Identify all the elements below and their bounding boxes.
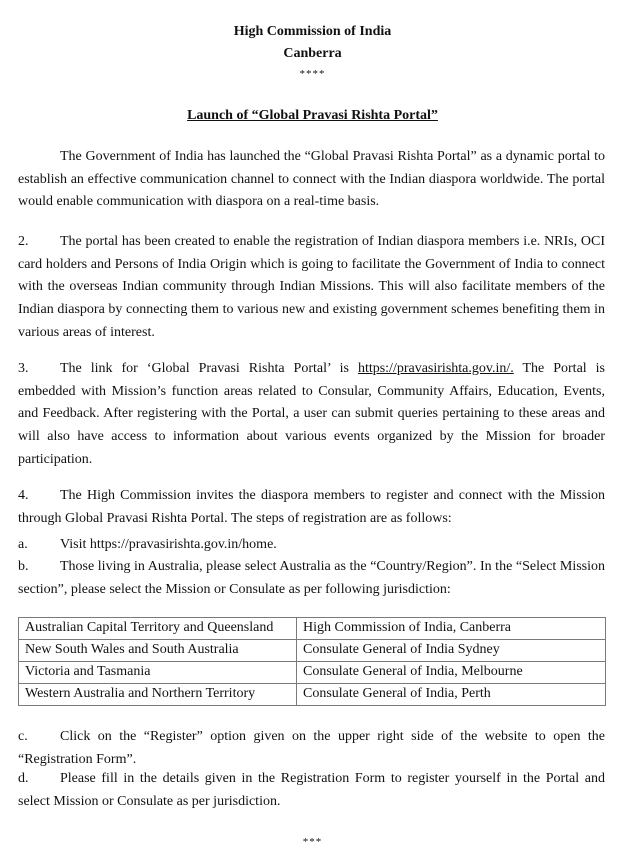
- mission-cell: High Commission of India, Canberra: [297, 618, 606, 640]
- region-cell: Western Australia and Northern Territory: [19, 684, 297, 706]
- step-c: [18, 726, 605, 771]
- title-wrap: [0, 106, 625, 124]
- step-text: Please fill in the details given in the Registration Form to register yourself in the Portal and select Mission or Consulate as per jurisdiction.: [18, 771, 605, 809]
- table-row: [19, 684, 606, 706]
- table-row: [19, 640, 606, 662]
- paragraph-number: 3.: [18, 361, 29, 376]
- step-text: Click on the “Register” option given on the upper right side of the website to open the “Registration Form”.: [18, 729, 605, 767]
- mission-cell: Consulate General of India, Perth: [297, 684, 606, 706]
- paragraph-text: The portal has been created to enable the registration of Indian diaspora members i.e. NRIs, OCI card holders and Persons of India Origin which is going to facilitate the Government of India to connect with the overseas Indian community through Indian Missions. This will also facilitate members of the Indian diaspora by connecting them to various new and existing government schemes benefiting them in various areas of interest.: [18, 234, 605, 340]
- paragraph-4: [18, 485, 605, 530]
- paragraph-number: 4.: [18, 488, 29, 503]
- paragraph-3: [18, 358, 605, 472]
- paragraph-2: [18, 231, 605, 345]
- portal-link[interactable]: https://pravasirishta.gov.in/.: [357, 361, 514, 376]
- table-row: [19, 662, 606, 684]
- paragraph-text: The High Commission invites the diaspora members to register and connect with the Mission through Global Pravasi Rishta Portal. The steps of registration are as follows:: [18, 488, 605, 526]
- jurisdiction-table: [18, 617, 606, 706]
- step-label: d.: [18, 771, 29, 786]
- region-cell: Victoria and Tasmania: [19, 662, 297, 684]
- footer-separator: ***: [302, 836, 323, 848]
- step-text: Visit https://pravasirishta.gov.in/home.: [60, 537, 277, 552]
- paragraph-text: The Portal is embedded with Mission’s function areas related to Consular, Community Affairs, Education, Events, and Feedback. After registering with the Portal, a user can submit queries pertaining to these areas and will also have access to information about various events organized by the Mission for broader participation.: [18, 361, 606, 467]
- mission-cell: Consulate General of India, Melbourne: [297, 662, 606, 684]
- step-a: [18, 534, 605, 557]
- step-d: [18, 768, 605, 813]
- paragraph-text: The link for ‘Global Pravasi Rishta Portal’ is: [60, 361, 358, 376]
- paragraph-1: The Government of India has launched the “Global Pravasi Rishta Portal” as a dynamic portal to establish an effective communication channel to connect with the Indian diaspora worldwide. The portal would enable communication with diaspora on a real-time basis.: [18, 149, 605, 210]
- step-text: Those living in Australia, please select Australia as the “Country/Region”. In the “Select Mission section”, please select the Mission or Consulate as per following jurisdiction:: [18, 559, 605, 597]
- step-label: c.: [18, 729, 28, 744]
- city-name: Canberra: [283, 46, 342, 61]
- region-cell: New South Wales and South Australia: [19, 640, 297, 662]
- region-cell: Australian Capital Territory and Queensland: [19, 618, 297, 640]
- paragraph-number: 2.: [18, 234, 29, 249]
- organization-name: High Commission of India: [233, 24, 392, 39]
- step-label: a.: [18, 537, 28, 552]
- step-b: [18, 556, 605, 601]
- step-label: b.: [18, 559, 29, 574]
- document-title: Launch of “Global Pravasi Rishta Portal”: [187, 108, 438, 123]
- table-row: [19, 618, 606, 640]
- header-separator: ****: [299, 68, 326, 80]
- mission-cell: Consulate General of India Sydney: [297, 640, 606, 662]
